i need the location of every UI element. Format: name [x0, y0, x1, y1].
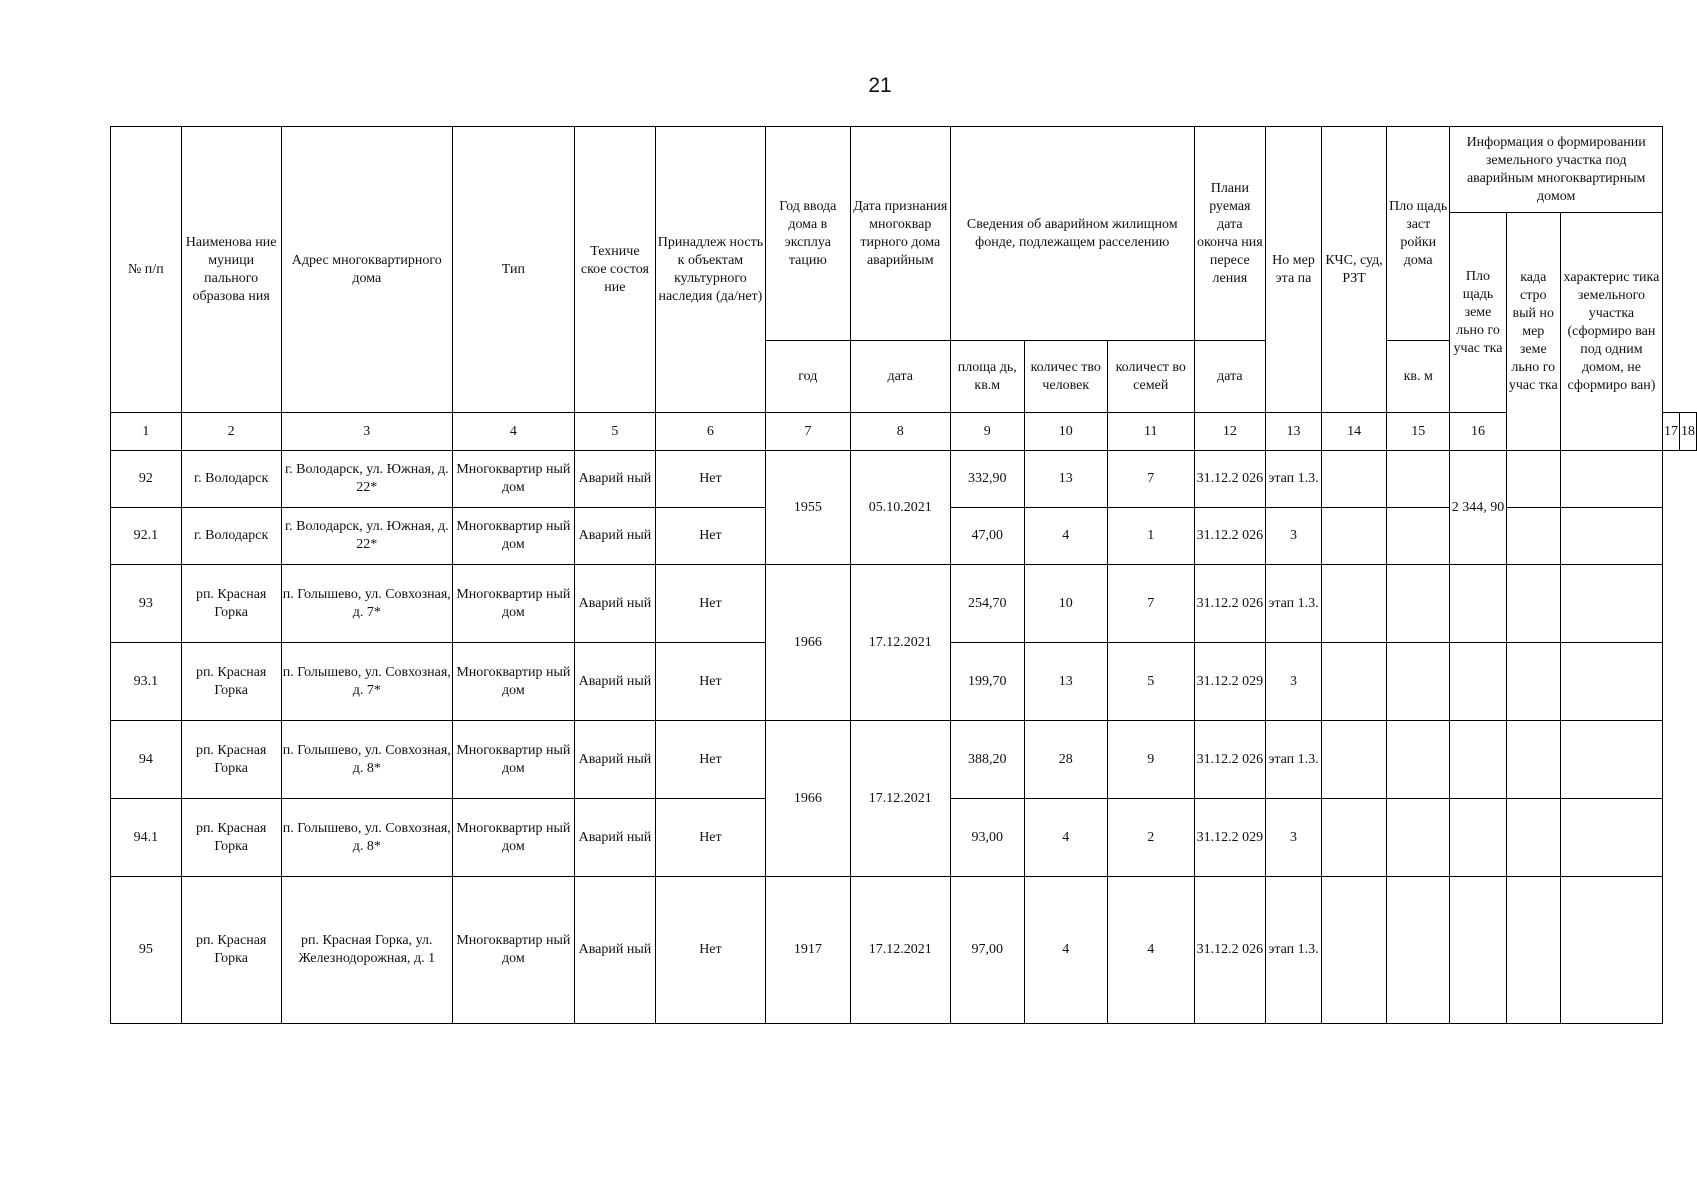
- column-number: 9: [950, 413, 1024, 451]
- cell-planned: 31.12.2 026: [1194, 451, 1265, 508]
- cell-stage: 3: [1265, 508, 1321, 565]
- header-unit-building: кв. м: [1387, 341, 1450, 413]
- cell-address: рп. Красная Горка, ул. Железнодорожная, д. 1: [281, 877, 452, 1024]
- cell-num: 92: [111, 451, 182, 508]
- cell-stage: этап 1.3.: [1265, 565, 1321, 643]
- cell-area: 47,00: [950, 508, 1024, 565]
- cell-land-characteristic: [1560, 565, 1662, 643]
- cell-planned: 31.12.2 029: [1194, 799, 1265, 877]
- cell-type: Многоквартир ный дом: [452, 721, 574, 799]
- cell-address: п. Голышево, ул. Совхозная, д. 8*: [281, 721, 452, 799]
- column-number: 18: [1680, 413, 1697, 451]
- cell-land-area: 2 344, 90: [1450, 451, 1506, 565]
- header-land-characteristic: характерис тика земельного участка (сформиро ван под одним домом, не сформиро ван): [1560, 213, 1662, 451]
- column-number: 17: [1663, 413, 1680, 451]
- cell-num: 93: [111, 565, 182, 643]
- cell-area: 93,00: [950, 799, 1024, 877]
- cell-municipality: г. Володарск: [181, 508, 281, 565]
- cell-heritage: Нет: [655, 799, 765, 877]
- cell-land-area: [1450, 565, 1506, 643]
- emergency-housing-table: [110, 126, 1697, 1024]
- cell-municipality: рп. Красная Горка: [181, 565, 281, 643]
- cell-people: 13: [1024, 643, 1107, 721]
- cell-planned: 31.12.2 026: [1194, 508, 1265, 565]
- cell-building-area: [1387, 565, 1450, 643]
- cell-cadastral: [1506, 721, 1560, 799]
- column-number-row: [111, 413, 1697, 451]
- header-heritage: Принадлеж ность к объектам культурного наследия (да/нет): [655, 127, 765, 413]
- header-row-1: [111, 127, 1697, 213]
- cell-date: 05.10.2021: [850, 451, 950, 565]
- cell-land-area: [1450, 799, 1506, 877]
- cell-stage: этап 1.3.: [1265, 451, 1321, 508]
- cell-heritage: Нет: [655, 643, 765, 721]
- cell-type: Многоквартир ный дом: [452, 565, 574, 643]
- cell-state: Аварий ный: [574, 451, 655, 508]
- cell-kchs: [1322, 565, 1387, 643]
- cell-building-area: [1387, 451, 1450, 508]
- column-number: 15: [1387, 413, 1450, 451]
- column-number: 11: [1107, 413, 1194, 451]
- cell-land-characteristic: [1560, 451, 1662, 508]
- column-number: 6: [655, 413, 765, 451]
- cell-people: 13: [1024, 451, 1107, 508]
- header-planned-date: Плани руемая дата оконча ния пересе ления: [1194, 127, 1265, 341]
- cell-families: 7: [1107, 451, 1194, 508]
- header-num: № п/п: [111, 127, 182, 413]
- cell-area: 332,90: [950, 451, 1024, 508]
- header-sub-people: количес тво человек: [1024, 341, 1107, 413]
- cell-kchs: [1322, 877, 1387, 1024]
- cell-land-characteristic: [1560, 799, 1662, 877]
- cell-planned: 31.12.2 029: [1194, 643, 1265, 721]
- cell-planned: 31.12.2 026: [1194, 565, 1265, 643]
- cell-kchs: [1322, 508, 1387, 565]
- cell-type: Многоквартир ный дом: [452, 799, 574, 877]
- cell-state: Аварий ный: [574, 721, 655, 799]
- cell-cadastral: [1506, 799, 1560, 877]
- cell-date: 17.12.2021: [850, 877, 950, 1024]
- cell-kchs: [1322, 451, 1387, 508]
- cell-people: 4: [1024, 508, 1107, 565]
- column-number: 4: [452, 413, 574, 451]
- cell-year: 1955: [765, 451, 850, 565]
- header-municipality: Наименова ние муници пального образова ния: [181, 127, 281, 413]
- cell-building-area: [1387, 508, 1450, 565]
- column-number: 16: [1450, 413, 1506, 451]
- column-number: 14: [1322, 413, 1387, 451]
- cell-heritage: Нет: [655, 451, 765, 508]
- cell-heritage: Нет: [655, 565, 765, 643]
- column-number: 10: [1024, 413, 1107, 451]
- cell-planned: 31.12.2 026: [1194, 721, 1265, 799]
- cell-cadastral: [1506, 508, 1560, 565]
- header-building-area: Пло щадь заст ройки дома: [1387, 127, 1450, 341]
- cell-address: п. Голышево, ул. Совхозная, д. 8*: [281, 799, 452, 877]
- cell-municipality: г. Володарск: [181, 451, 281, 508]
- cell-num: 94.1: [111, 799, 182, 877]
- header-address: Адрес многоквартирного дома: [281, 127, 452, 413]
- cell-type: Многоквартир ный дом: [452, 451, 574, 508]
- cell-address: г. Володарск, ул. Южная, д. 22*: [281, 508, 452, 565]
- header-sub-area: площа дь, кв.м: [950, 341, 1024, 413]
- cell-building-area: [1387, 799, 1450, 877]
- cell-municipality: рп. Красная Горка: [181, 643, 281, 721]
- cell-people: 4: [1024, 799, 1107, 877]
- header-land-info: Информация о формировании земельного участка под аварийным многоквартирным домом: [1450, 127, 1663, 213]
- cell-families: 5: [1107, 643, 1194, 721]
- page-number: 21: [868, 74, 892, 97]
- header-type: Тип: [452, 127, 574, 413]
- cell-building-area: [1387, 877, 1450, 1024]
- cell-year: 1966: [765, 721, 850, 877]
- cell-municipality: рп. Красная Горка: [181, 799, 281, 877]
- table-row: [111, 451, 1697, 508]
- cell-stage: 3: [1265, 799, 1321, 877]
- cell-families: 9: [1107, 721, 1194, 799]
- cell-families: 7: [1107, 565, 1194, 643]
- cell-year: 1917: [765, 877, 850, 1024]
- cell-land-characteristic: [1560, 721, 1662, 799]
- cell-state: Аварий ный: [574, 565, 655, 643]
- header-sub-date: дата: [850, 341, 950, 413]
- header-date-emergency: Дата признания многоквар тирного дома аварийным: [850, 127, 950, 341]
- cell-stage: этап 1.3.: [1265, 721, 1321, 799]
- cell-building-area: [1387, 643, 1450, 721]
- cell-year: 1966: [765, 565, 850, 721]
- cell-land-characteristic: [1560, 508, 1662, 565]
- header-sub-families: количест во семей: [1107, 341, 1194, 413]
- cell-people: 4: [1024, 877, 1107, 1024]
- header-kchs: КЧС, суд, РЗТ: [1322, 127, 1387, 413]
- cell-num: 93.1: [111, 643, 182, 721]
- cell-municipality: рп. Красная Горка: [181, 877, 281, 1024]
- column-number: 8: [850, 413, 950, 451]
- cell-state: Аварий ный: [574, 508, 655, 565]
- cell-municipality: рп. Красная Горка: [181, 721, 281, 799]
- cell-area: 388,20: [950, 721, 1024, 799]
- cell-people: 10: [1024, 565, 1107, 643]
- cell-kchs: [1322, 721, 1387, 799]
- cell-address: п. Голышево, ул. Совхозная, д. 7*: [281, 565, 452, 643]
- table-row: [111, 877, 1697, 1024]
- column-number: 7: [765, 413, 850, 451]
- header-cadastral: када стро вый но мер земе льно го учас тка: [1506, 213, 1560, 451]
- cell-families: 1: [1107, 508, 1194, 565]
- cell-land-area: [1450, 643, 1506, 721]
- header-fund-info: Сведения об аварийном жилищном фонде, подлежащем расселению: [950, 127, 1194, 341]
- column-number: 3: [281, 413, 452, 451]
- table-row: [111, 721, 1697, 799]
- column-number: 1: [111, 413, 182, 451]
- table-row: [111, 565, 1697, 643]
- cell-cadastral: [1506, 565, 1560, 643]
- cell-state: Аварий ный: [574, 799, 655, 877]
- cell-cadastral: [1506, 643, 1560, 721]
- cell-land-area: [1450, 877, 1506, 1024]
- cell-address: г. Володарск, ул. Южная, д. 22*: [281, 451, 452, 508]
- cell-heritage: Нет: [655, 877, 765, 1024]
- column-number: 13: [1265, 413, 1321, 451]
- cell-address: п. Голышево, ул. Совхозная, д. 7*: [281, 643, 452, 721]
- header-year-built: Год ввода дома в эксплуа тацию: [765, 127, 850, 341]
- cell-area: 199,70: [950, 643, 1024, 721]
- cell-people: 28: [1024, 721, 1107, 799]
- cell-type: Многоквартир ный дом: [452, 877, 574, 1024]
- column-number: 5: [574, 413, 655, 451]
- cell-num: 94: [111, 721, 182, 799]
- cell-land-area: [1450, 721, 1506, 799]
- cell-kchs: [1322, 643, 1387, 721]
- cell-stage: этап 1.3.: [1265, 877, 1321, 1024]
- header-stage-no: Но мер эта па: [1265, 127, 1321, 413]
- header-land-area: Пло щадь земе льно го учас тка: [1450, 213, 1506, 413]
- cell-type: Многоквартир ный дом: [452, 508, 574, 565]
- cell-planned: 31.12.2 026: [1194, 877, 1265, 1024]
- cell-heritage: Нет: [655, 721, 765, 799]
- cell-cadastral: [1506, 451, 1560, 508]
- header-tech-state: Техниче ское состоя ние: [574, 127, 655, 413]
- column-number: 12: [1194, 413, 1265, 451]
- cell-cadastral: [1506, 877, 1560, 1024]
- cell-state: Аварий ный: [574, 643, 655, 721]
- header-sub-year: год: [765, 341, 850, 413]
- cell-type: Многоквартир ный дом: [452, 643, 574, 721]
- cell-heritage: Нет: [655, 508, 765, 565]
- cell-date: 17.12.2021: [850, 565, 950, 721]
- cell-area: 254,70: [950, 565, 1024, 643]
- cell-stage: 3: [1265, 643, 1321, 721]
- cell-date: 17.12.2021: [850, 721, 950, 877]
- cell-area: 97,00: [950, 877, 1024, 1024]
- cell-num: 92.1: [111, 508, 182, 565]
- column-number: 2: [181, 413, 281, 451]
- cell-families: 4: [1107, 877, 1194, 1024]
- cell-num: 95: [111, 877, 182, 1024]
- cell-land-characteristic: [1560, 643, 1662, 721]
- cell-families: 2: [1107, 799, 1194, 877]
- cell-land-characteristic: [1560, 877, 1662, 1024]
- cell-kchs: [1322, 799, 1387, 877]
- cell-state: Аварий ный: [574, 877, 655, 1024]
- header-sub-plan-date: дата: [1194, 341, 1265, 413]
- cell-building-area: [1387, 721, 1450, 799]
